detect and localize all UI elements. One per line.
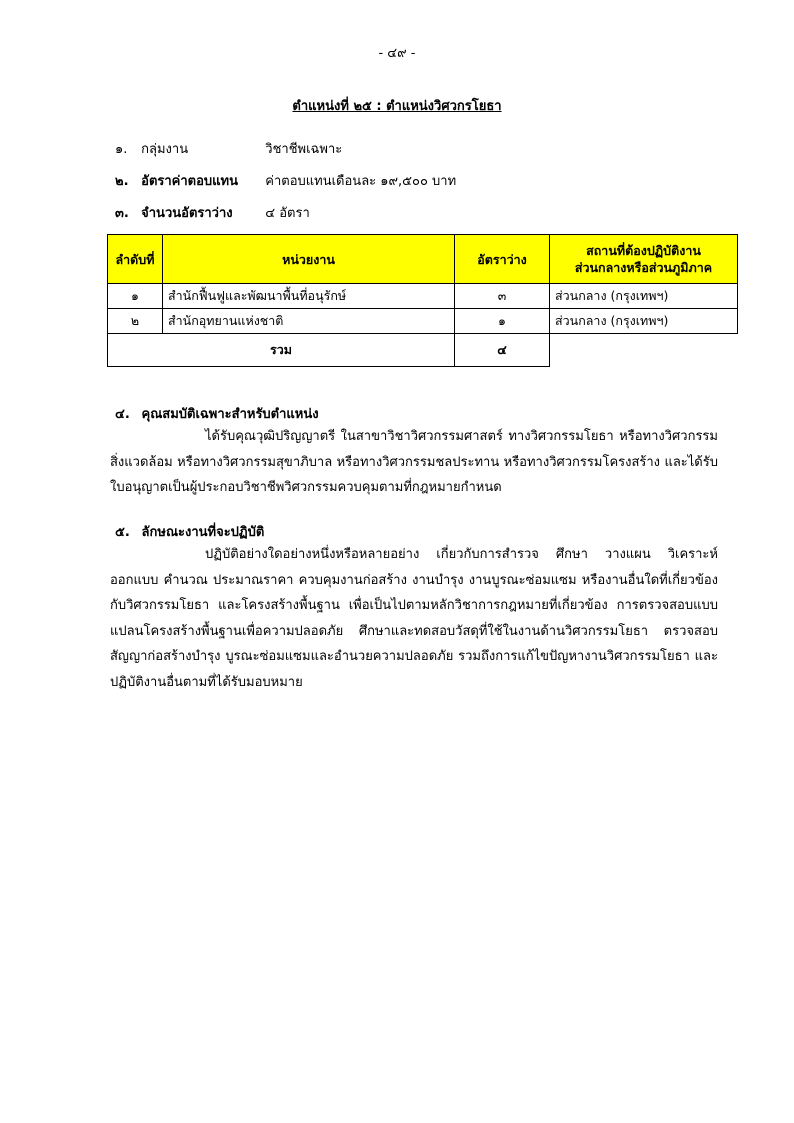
section5-paragraph (110, 542, 718, 695)
section5-heading (115, 521, 264, 542)
cell-vacancy: ๑ (455, 309, 550, 334)
info-row-group (115, 138, 342, 159)
total-value: ๔ (455, 334, 550, 367)
section5-body: ปฏิบัติอย่างใดอย่างหนึ่งหรือหลายอย่าง เกี่ยวกับการสำรวจ ศึกษา วางแผน วิเคราะห์ ออกแบบ คำนวณ ประมาณราคา ควบคุมงานก่อสร้าง งานบำรุง งานบูรณะซ่อมแซม หรืองานอื่นใดที่เกี่ยวข้องกับวิศวกรรมโยธา และโครงสร้างพื้นฐาน เพื่อเป็นไปตามหลักวิชาการกฎหมายที่เกี่ยวข้อง การตรวจสอบแบบแปลนโครงสร้างพื้นฐานเพื่อความปลอดภัย ศึกษาและทดสอบวัสดุที่ใช้ในงานด้านวิศวกรรมโยธา ตรวจสอบสัญญาก่อสร้างบำรุง บูรณะซ่อมแซมและอำนวยความปลอดภัย รวมถึงการแก้ไขปัญหางานวิศวกรรมโยธา และปฏิบัติงานอื่นตามที่ได้รับมอบหมาย (110, 547, 718, 690)
section4-title: คุณสมบัติเฉพาะสำหรับตำแหน่ง (141, 407, 319, 422)
total-empty (550, 334, 738, 367)
info-row-rate (115, 170, 456, 191)
table-row (108, 309, 738, 334)
info-value: ค่าตอบแทนเดือนละ ๑๙,๕๐๐ บาท (265, 174, 457, 189)
cell-unit: สำนักฟื้นฟูและพัฒนาพื้นที่อนุรักษ์ (163, 284, 455, 309)
cell-order: ๒ (108, 309, 163, 334)
page-title (0, 95, 794, 116)
section5-title: ลักษณะงานที่จะปฏิบัติ (141, 525, 265, 540)
info-value: วิชาชีพเฉพาะ (265, 142, 343, 157)
page-number: - ๔๙ - (378, 46, 416, 61)
section4-body: ได้รับคุณวุฒิปริญญาตรี ในสาขาวิชาวิศวกรรมศาสตร์ ทางวิศวกรรมโยธา หรือทางวิศวกรรมสิ่งแวดล้อม หรือทางวิศวกรรมสุขาภิบาล หรือทางวิศวกรรมชลประทาน หรือทางวิศวกรรมโครงสร้าง และได้รับใบอนุญาตเป็นผู้ประกอบวิชาชีพวิศวกรรมควบคุมตามที่กฎหมายกำหนด (110, 429, 718, 495)
cell-location: ส่วนกลาง (กรุงเทพฯ) (550, 284, 738, 309)
info-num: ๓. (115, 206, 129, 221)
total-label: รวม (108, 334, 455, 367)
section5-num: ๕. (115, 525, 130, 540)
cell-location: ส่วนกลาง (กรุงเทพฯ) (550, 309, 738, 334)
vacancy-table (107, 234, 738, 367)
header-location-line1: สถานที่ต้องปฏิบัติงาน (586, 243, 701, 258)
info-value: ๔ อัตรา (265, 206, 310, 221)
info-label: อัตราค่าตอบแทน (141, 174, 239, 189)
cell-vacancy: ๓ (455, 284, 550, 309)
info-label: จำนวนอัตราว่าง (141, 206, 233, 221)
section4-num: ๔. (115, 407, 130, 422)
cell-unit: สำนักอุทยานแห่งชาติ (163, 309, 455, 334)
header-vacancy: อัตราว่าง (455, 235, 550, 284)
title-text: ตำแหน่งที่ ๒๕ : ตำแหน่งวิศวกรโยธา (292, 99, 502, 114)
info-row-vacancy (115, 202, 310, 223)
table-row (108, 284, 738, 309)
header-order: ลำดับที่ (108, 235, 163, 284)
info-num: ๒. (115, 174, 129, 189)
table-total-row (108, 334, 738, 367)
cell-order: ๑ (108, 284, 163, 309)
header-location-line2: ส่วนกลางหรือส่วนภูมิภาค (574, 260, 713, 275)
info-num: ๑. (115, 142, 128, 157)
section4-paragraph (110, 424, 718, 501)
table-header-row (108, 235, 738, 284)
section4-heading (115, 403, 319, 424)
info-label: กลุ่มงาน (141, 142, 189, 157)
header-unit: หน่วยงาน (163, 235, 455, 284)
header-location (550, 235, 738, 284)
